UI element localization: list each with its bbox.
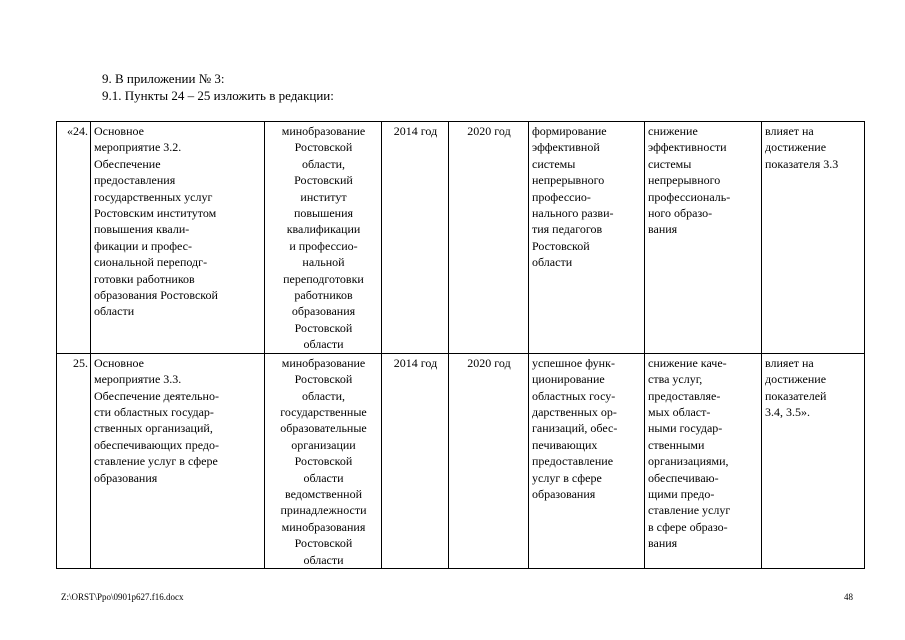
cell-end-year: 2020 год [449,122,529,354]
cell-text-line: Ростовской [294,536,353,551]
table-body [57,122,865,569]
cell-text-line: ного образо- [648,206,713,221]
cell-text-line: вания [648,536,678,551]
cell-text-line: нальной [302,255,345,270]
cell-text-line: области [303,552,344,567]
intro-line-1: 9. В приложении № 3: [102,71,225,86]
cell-text-line: области, [301,156,346,171]
cell-text-line: Ростовским институтом [94,206,217,221]
cell-text-line: в сфере образо- [648,519,728,534]
cell-text-line: достижение [765,140,827,155]
cell-text-line: институт [300,189,347,204]
cell-text-line: тия педагогов [532,222,603,237]
cell-text-line: повышения [293,206,354,221]
cell-text-line: Основное [94,355,144,370]
cell-executor [265,353,382,568]
cell-end-year: 2020 год [449,353,529,568]
cell-text-line: ставление услуг в сфере [94,454,218,469]
cell-text-line: Основное [94,124,144,138]
cell-text-line: Ростовской [294,320,353,335]
cell-text-line: эффективности [648,140,727,155]
cell-text-line: области [532,255,573,270]
cell-text-line: влияет на [765,124,814,138]
cell-start-year: 2014 год [382,122,449,354]
cell-text-line: снижение [648,124,698,138]
table-row [57,353,865,568]
cell-text-line: предоставления [94,173,176,188]
cell-text-line: ведомственной [285,486,362,501]
cell-number: «24. [57,122,91,354]
cell-text-line: образования [291,304,356,319]
cell-text-line: Обеспечение [94,156,161,171]
cell-text-line: Ростовской [294,454,353,469]
cell-text-line: 3.4, 3.5». [765,404,810,419]
cell-text-line: непрерывного [648,173,721,188]
cell-text-line: Ростовской [532,238,590,253]
footer-file-path: Z:\ORST\Ppo\0901p627.f16.docx [61,592,184,602]
cell-measure [91,353,265,568]
cell-text-line: Ростовской [294,140,353,155]
cell-text-line: государственных услуг [94,189,213,204]
cell-text-line: системы [648,156,692,171]
cell-text-line: дарственных ор- [532,404,617,419]
cell-text-line: непрерывного [532,173,605,188]
cell-text-line: мероприятие 3.2. [94,140,182,155]
cell-text-line: предоставляе- [648,388,721,403]
cell-start-year: 2014 год [382,353,449,568]
cell-consequence [645,122,762,354]
cell-text-line: минобразование [281,124,366,138]
cell-text-line: мероприятие 3.3. [94,372,182,387]
cell-text-line: областных госу- [532,388,616,403]
cell-text-line: ственных организаций, [94,421,213,436]
cell-expected-result [529,353,645,568]
cell-measure [91,122,265,354]
cell-text-line: ства услуг, [648,372,703,387]
cell-text-line: переподготовки [283,271,364,286]
cell-text-line: Обеспечение деятельно- [94,388,219,403]
cell-text-line: сти областных государ- [94,404,214,419]
cell-text-line: эффективной [532,140,600,155]
cell-text-line: системы [532,156,576,171]
cell-text-line: обеспечивающих предо- [94,437,219,452]
cell-text-line: услуг в сфере [532,470,602,485]
cell-executor [265,122,382,354]
intro-line-2: 9.1. Пункты 24 – 25 изложить в редакции: [102,88,334,103]
cell-text-line: ными государ- [648,421,723,436]
cell-text-line: ционирование [532,372,605,387]
measures-table [56,121,865,569]
cell-text-line: минобразования [281,519,366,534]
cell-text-line: области [303,470,344,485]
cell-text-line: области, [301,388,346,403]
cell-text-line: ганизаций, обес- [532,421,618,436]
cell-text-line: минобразование [281,355,366,370]
cell-text-line: и профессио- [289,238,358,253]
cell-text-line: обеспечиваю- [648,470,719,485]
cell-text-line: государственные [280,404,367,419]
cell-text-line: организации [291,437,356,452]
cell-text-line: образования Ростовской [94,288,218,303]
cell-text-line: достижение [765,372,827,387]
cell-text-line: снижение каче- [648,355,727,370]
cell-text-line: формирование [532,124,607,138]
cell-text-line: профессиональ- [648,189,731,204]
cell-text-line: работников [294,288,353,303]
cell-text-line: области [303,337,344,352]
cell-text-line: готовки работников [94,271,195,286]
cell-text-line: образования [94,470,158,485]
cell-text-line: области [94,304,135,319]
cell-text-line: нального разви- [532,206,614,221]
cell-text-line: Ростовский [294,173,353,188]
cell-text-line: вания [648,222,678,237]
cell-text-line: профессио- [532,189,591,204]
cell-text-line: успешное функ- [532,355,615,370]
cell-number: 25. [57,353,91,568]
cell-text-line: фикации и профес- [94,238,193,253]
cell-text-line: принадлежности [280,503,367,518]
cell-text-line: квалификации [286,222,361,237]
cell-indicator-link [762,353,865,568]
cell-consequence [645,353,762,568]
cell-text-line: показателя 3.3 [765,156,839,171]
cell-text-line: щими предо- [648,486,715,501]
footer-page-number: 48 [844,592,853,602]
cell-text-line: показателей [765,388,827,403]
cell-text-line: влияет на [765,355,814,370]
cell-text-line: повышения квали- [94,222,190,237]
cell-text-line: образовательные [280,421,367,436]
cell-text-line: ственными [648,437,705,452]
cell-text-line: организациями, [648,454,729,469]
cell-text-line: образования [532,486,596,501]
cell-text-line: предоставление [532,454,614,469]
table-row [57,122,865,354]
cell-indicator-link [762,122,865,354]
cell-text-line: мых област- [648,404,711,419]
cell-text-line: Ростовской [294,372,353,387]
cell-text-line: сиональной переподг- [94,255,208,270]
cell-expected-result [529,122,645,354]
cell-text-line: ставление услуг [648,503,731,518]
cell-text-line: печивающих [532,437,598,452]
